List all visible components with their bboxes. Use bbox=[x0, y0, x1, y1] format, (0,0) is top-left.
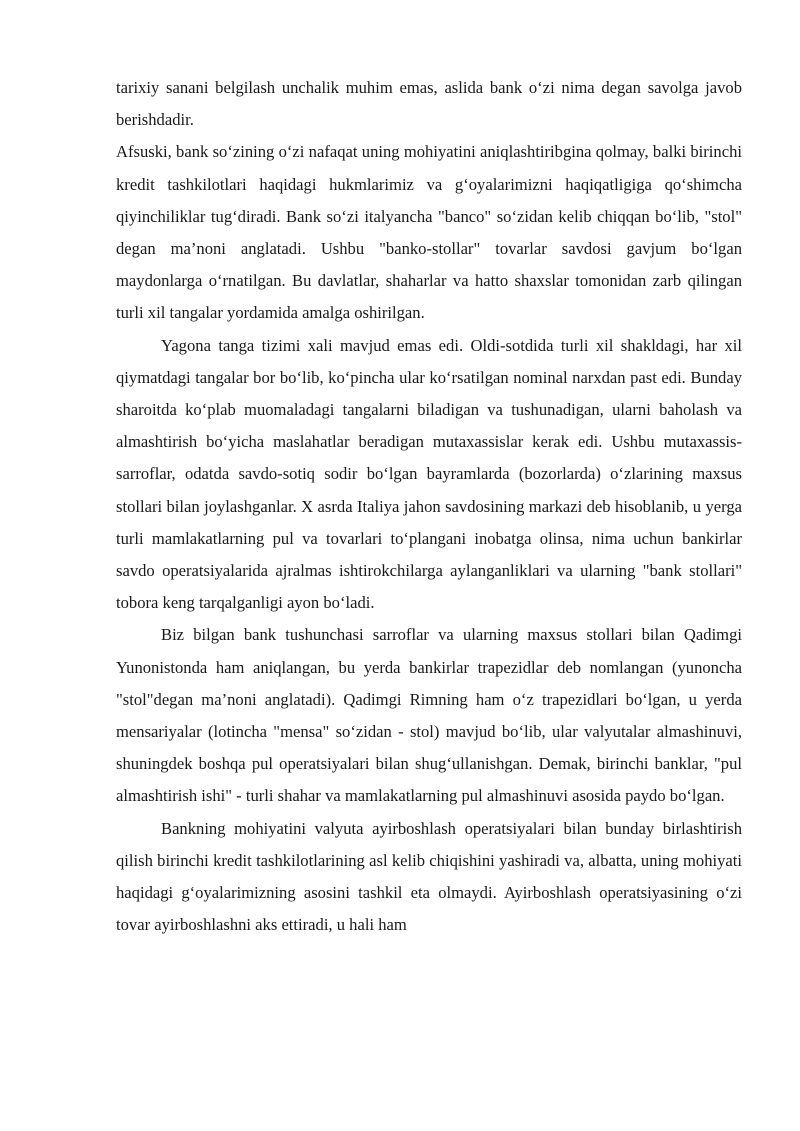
paragraph-5: Bankning mohiyatini valyuta ayirboshlash operatsiyalari bilan bunday birlashtirish qilish birinchi kredit tashkilotlarining asl kelib chiqishini yashiradi va, albatta, uning mohiyati haqidagi g‘oyalarimizning asosini tashkil eta olmaydi. Ayirboshlash operatsiyasining o‘zi tovar ayirboshlashni aks ettiradi, u hali ham bbox=[116, 818, 742, 935]
paragraph-1: tarixiy sanani belgilash unchalik muhim emas, aslida bank o‘zi nima degan savolga javob berishdadir. bbox=[116, 78, 742, 130]
paragraph-2: Afsuski, bank so‘zining o‘zi nafaqat uning mohiyatini aniqlashtiribgina qolmay, balki birinchi kredit tashkilotlari haqidagi hukmlarimiz va g‘oyalarimizni haqiqatligiga qo‘shimcha qiyinchiliklar tug‘diradi. Bank so‘zi italyancha "banco" so‘zidan kelib chiqqan bo‘lib, "stol" degan ma’noni anglatadi. Ushbu "banko-stollar" tovarlar savdosi gavjum bo‘lgan maydonlarga o‘rnatilgan. Bu davlatlar, shaharlar va hatto shaxslar tomonidan zarb qilingan turli xil tangalar yordamida amalga oshirilgan. bbox=[116, 142, 742, 323]
document-page bbox=[116, 72, 742, 941]
paragraph-3: Yagona tanga tizimi xali mavjud emas edi. Oldi-sotdida turli xil shakldagi, har xil qiymatdagi tangalar bor bo‘lib, ko‘pincha ular ko‘rsatilgan nominal narxdan past edi. Bunday sharoitda ko‘plab muomaladagi tangalarni biladigan va tushunadigan, ularni baholash va almashtirish bo‘yicha maslahatlar beradigan mutaxassislar kerak edi. Ushbu mutaxassis-sarroflar, odatda savdo-sotiq sodir bo‘lgan bayramlarda (bozorlarda) o‘zlarining maxsus stollari bilan joylashganlar. X asrda Italiya jahon savdosining markazi deb hisoblanib, u yerga turli mamlakatlarning pul va tovarlari to‘plangani inobatga olinsa, nima uchun bankirlar savdo operatsiyalarida ajralmas ishtirokchilarga aylanganliklari va ularning "bank stollari" tobora keng tarqalganligi ayon bo‘ladi. bbox=[116, 335, 742, 613]
paragraph-4: Biz bilgan bank tushunchasi sarroflar va ularning maxsus stollari bilan Qadimgi Yunonistonda ham aniqlangan, bu yerda bankirlar trapezidlar deb nomlangan (yunoncha "stol"degan ma’noni anglatadi). Qadimgi Rimning ham o‘z trapezidlari bo‘lgan, u yerda mensariyalar (lotincha "mensa" so‘zidan - stol) mavjud bo‘lib, ular valyutalar almashinuvi, shuningdek boshqa pul operatsiyalari bilan shug‘ullanishgan. Demak, birinchi banklar, "pul almashtirish ishi" - turli shahar va mamlakatlarning pul almashinuvi asosida paydo bo‘lgan. bbox=[116, 625, 742, 806]
